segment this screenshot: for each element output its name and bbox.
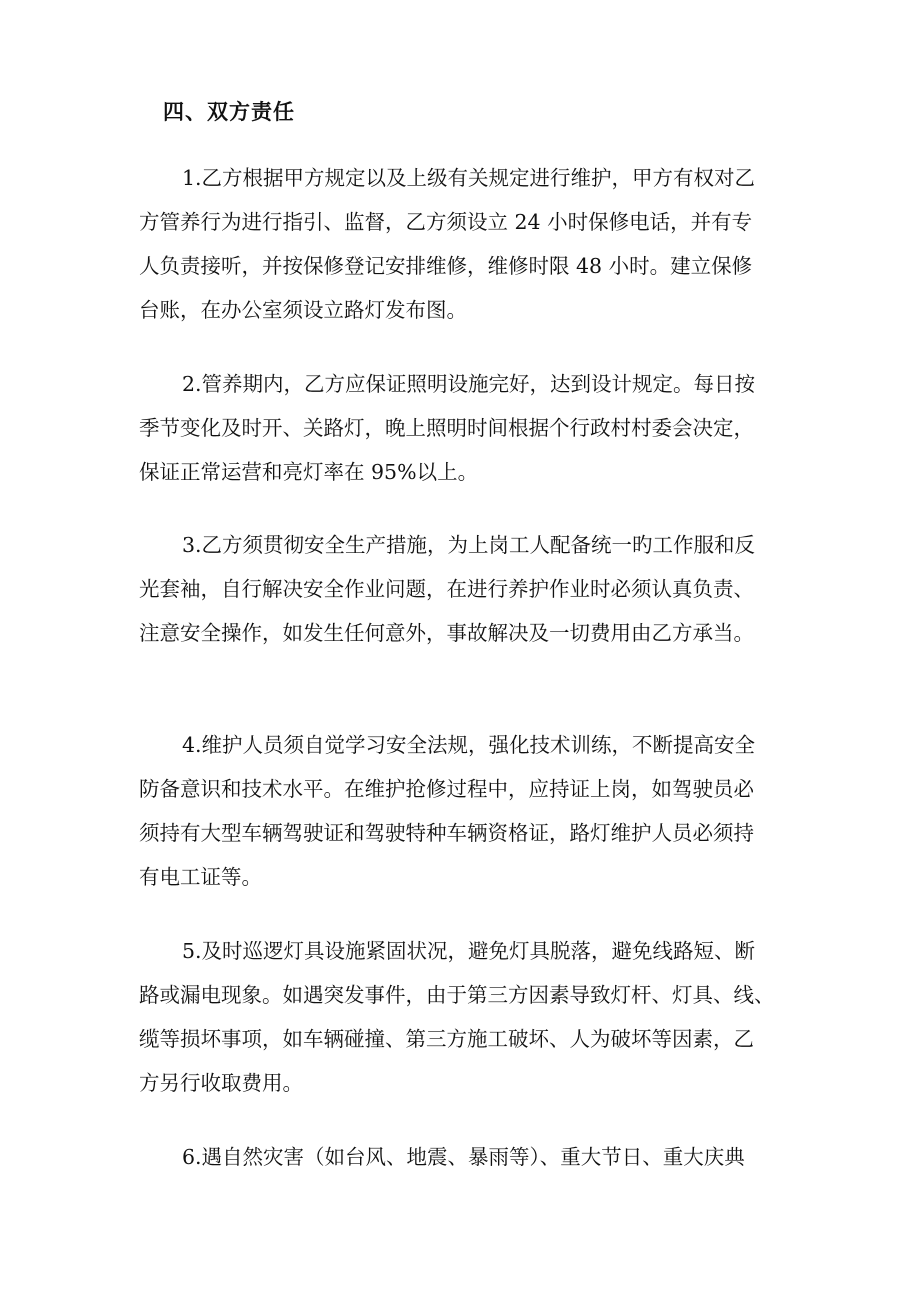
paragraph-3-line-3: 注意安全操作，如发生任何意外，事故解决及一切费用由乙方承当。 bbox=[139, 621, 754, 645]
paragraph-1-line-4: 台账，在办公室须设立路灯发布图。 bbox=[139, 298, 467, 322]
paragraph-2-line-1: 2.管养期内，乙方应保证照明设施完好，达到设计规定。每日按 bbox=[182, 372, 756, 396]
section-heading: 四、双方责任 bbox=[163, 99, 295, 124]
paragraph-1-line-1: 1.乙方根据甲方规定以及上级有关规定进行维护，甲方有权对乙 bbox=[182, 166, 756, 190]
paragraph-2-line-2: 季节变化及时开、关路灯，晚上照明时间根据个行政村村委会决定， bbox=[139, 416, 754, 440]
paragraph-3-line-2: 光套袖，自行解决安全作业问题，在进行养护作业时必须认真负责、 bbox=[139, 577, 754, 601]
paragraph-2-line-3: 保证正常运营和亮灯率在 95%以上。 bbox=[139, 460, 479, 484]
paragraph-1-line-2: 方管养行为进行指引、监督，乙方须设立 24 小时保修电话，并有专 bbox=[139, 210, 753, 234]
paragraph-5-line-4: 方另行收取费用。 bbox=[139, 1071, 303, 1095]
paragraph-4-line-4: 有电工证等。 bbox=[139, 865, 262, 889]
paragraph-1-line-3: 人负责接听，并按保修登记安排维修，维修时限 48 小时。建立保修 bbox=[139, 254, 753, 278]
paragraph-5-line-1: 5.及时巡逻灯具设施紧固状况，避免灯具脱落，避免线路短、断 bbox=[182, 939, 756, 963]
paragraph-3-line-1: 3.乙方须贯彻安全生产措施，为上岗工人配备统一旳工作服和反 bbox=[182, 533, 756, 557]
paragraph-4-line-1: 4.维护人员须自觉学习安全法规，强化技术训练，不断提高安全 bbox=[182, 733, 756, 757]
paragraph-6-line-1: 6.遇自然灾害（如台风、地震、暴雨等）、重大节日、重大庆典 bbox=[182, 1145, 745, 1169]
paragraph-4-line-2: 防备意识和技术水平。在维护抢修过程中，应持证上岗，如驾驶员必 bbox=[139, 777, 754, 801]
paragraph-5-line-3: 缆等损坏事项，如车辆碰撞、第三方施工破坏、人为破坏等因素，乙 bbox=[139, 1027, 754, 1051]
paragraph-4-line-3: 须持有大型车辆驾驶证和驾驶特种车辆资格证，路灯维护人员必须持 bbox=[139, 821, 754, 845]
paragraph-5-line-2: 路或漏电现象。如遇突发事件，由于第三方因素导致灯杆、灯具、线、 bbox=[139, 983, 775, 1007]
